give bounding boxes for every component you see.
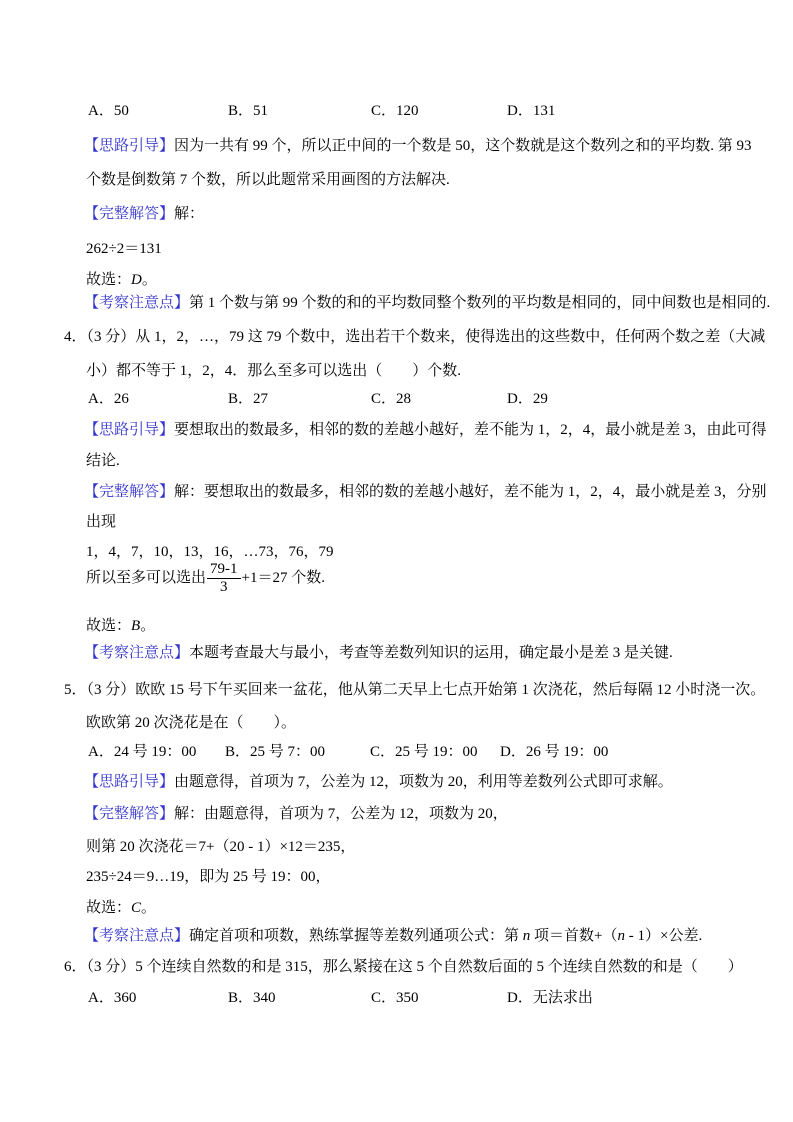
question-5-options-row	[0, 743, 793, 765]
answer-letter: B	[131, 618, 141, 634]
note-text: - 1）×公差.	[625, 928, 703, 944]
answer-suffix: 。	[141, 900, 157, 916]
question-4-line-2	[86, 362, 461, 382]
solution-text: 解：要想取出的数最多，相邻的数的差越小越好，差不能为 1，2，4，最小就是差 3，分别	[174, 484, 767, 500]
note-variable: n	[522, 928, 531, 944]
question-text: 欧欧 15 号下午买回来一盆花，他从第二天早上七点开始第 1 次浇花，然后每隔 12 小时浇一次。	[135, 682, 766, 698]
question-5-guide-line	[84, 773, 673, 793]
note-label: 【考察注意点】	[84, 295, 190, 311]
question-5-line-2	[86, 714, 296, 734]
option-d: D．无法求出	[507, 990, 593, 1006]
guide-text: 由题意得，首项为 7，公差为 12，项数为 20，利用等差数列公式即可求解。	[174, 774, 673, 790]
question-3-options-row	[0, 102, 793, 124]
guide-text: 要想取出的数最多，相邻的数的差越小越好，差不能为 1，2，4，最小就是差 3，由此可得	[174, 422, 767, 438]
question-6-line-1	[64, 958, 743, 978]
calc-text: 则第 20 次浇花＝7+（20 - 1）×12＝235，	[86, 839, 356, 855]
option-a: A．360	[88, 990, 137, 1006]
question-4-sequence-line	[86, 543, 334, 563]
note-text: 项＝首数+（	[530, 928, 618, 944]
guide-label: 【思路引导】	[84, 422, 175, 438]
question-5-calc-line-2	[86, 868, 330, 888]
answer-prefix: 故选：	[86, 900, 132, 916]
question-6-options-row	[0, 989, 793, 1011]
question-4-note-line	[84, 644, 673, 664]
option-d: D．26 号 19：00	[500, 744, 609, 760]
question-5-calc-line-1	[86, 838, 355, 858]
calc-text: 262÷2＝131	[86, 241, 162, 257]
question-3-note-line	[84, 294, 770, 314]
note-text: 第 1 个数与第 99 个数的和的平均数同整个数列的平均数是相同的，同中间数也是相同的.	[189, 295, 771, 311]
note-variable: n	[617, 928, 625, 944]
option-d: D．29	[507, 391, 548, 407]
option-b: B．51	[228, 103, 269, 119]
question-4-solution-line-2	[86, 513, 116, 533]
answer-letter: C	[131, 900, 142, 916]
solution-intro: 解：	[174, 206, 205, 222]
answer-prefix: 故选：	[86, 272, 132, 288]
question-4-line-1	[64, 328, 765, 348]
option-b: B．27	[228, 391, 269, 407]
fraction-prefix: 所以至多可以选出	[86, 570, 207, 586]
note-text: 本题考查最大与最小，考查等差数列知识的运用，确定最小是差 3 是关键.	[189, 645, 673, 661]
question-3-solution-line	[84, 205, 204, 225]
solution-text: 出现	[86, 514, 117, 530]
note-text: 确定首项和项数，熟练掌握等差数列通项公式：第	[189, 928, 523, 944]
option-a: A．24 号 19：00	[88, 744, 197, 760]
question-number: 5．	[64, 682, 87, 698]
solution-label: 【完整解答】	[84, 484, 175, 500]
fraction-numerator: 79-1	[207, 561, 241, 579]
option-d: D．131	[507, 103, 556, 119]
option-b: B．25 号 7：00	[225, 744, 326, 760]
question-text: 小）都不等于 1，2，4．那么至多可以选出（ ）个数.	[86, 363, 462, 379]
question-3-answer-line	[86, 271, 157, 291]
question-4-solution-line-1	[84, 483, 767, 503]
calc-text: 235÷24＝9…19，即为 25 号 19：00，	[86, 869, 331, 885]
question-3-guide-line-2	[86, 171, 450, 191]
option-c: C．350	[371, 990, 419, 1006]
option-b: B．340	[228, 990, 276, 1006]
fraction	[207, 561, 241, 597]
question-5-answer-line	[86, 899, 156, 919]
guide-text: 个数是倒数第 7 个数，所以此题常采用画图的方法解决.	[86, 172, 450, 188]
sequence-text: 1，4，7，10，13，16，…73，76，79	[86, 544, 334, 560]
solution-text: 解：由题意得，首项为 7，公差为 12，项数为 20，	[174, 806, 508, 822]
option-c: C．25 号 19：00	[370, 744, 478, 760]
option-a: A．50	[88, 103, 129, 119]
question-4-guide-line-1	[84, 421, 767, 441]
answer-letter: D	[131, 272, 142, 288]
question-text: 5 个连续自然数的和是 315，那么紧接在这 5 个自然数后面的 5 个连续自然数的和是（ ）	[135, 959, 743, 975]
answer-suffix: 。	[141, 272, 157, 288]
question-score: （3 分）	[86, 682, 136, 698]
option-a: A．26	[88, 391, 129, 407]
question-4-answer-line	[86, 617, 155, 637]
question-4-guide-line-2	[86, 452, 120, 472]
question-score: （3 分）	[86, 959, 136, 975]
solution-label: 【完整解答】	[84, 206, 175, 222]
question-5-solution-line-1	[84, 805, 508, 825]
question-5-note-line	[84, 927, 702, 947]
question-4-options-row	[0, 390, 793, 412]
question-text: 欧欧第 20 次浇花是在（ ）。	[86, 715, 297, 731]
fraction-denominator: 3	[220, 579, 228, 596]
question-3-calc-line	[86, 240, 162, 260]
guide-label: 【思路引导】	[84, 138, 175, 154]
note-label: 【考察注意点】	[84, 928, 190, 944]
question-number: 4．	[64, 329, 87, 345]
answer-suffix: 。	[140, 618, 156, 634]
guide-text: 因为一共有 99 个，所以正中间的一个数是 50，这个数就是这个数列之和的平均数. 第 93	[174, 138, 752, 154]
question-number: 6．	[64, 959, 87, 975]
option-c: C．120	[371, 103, 419, 119]
question-text: 从 1，2，…，79 这 79 个数中，选出若干个数来，使得选出的这些数中，任何两个数之差（大减	[135, 329, 766, 345]
note-label: 【考察注意点】	[84, 645, 190, 661]
question-score: （3 分）	[86, 329, 136, 345]
fraction-suffix: +1＝27 个数.	[241, 570, 325, 586]
option-c: C．28	[371, 391, 412, 407]
question-4-fraction-line	[86, 561, 325, 597]
solution-label: 【完整解答】	[84, 806, 175, 822]
answer-prefix: 故选：	[86, 618, 132, 634]
guide-text: 结论.	[86, 453, 120, 469]
question-3-guide-line-1	[84, 137, 752, 157]
question-5-line-1	[64, 681, 765, 701]
guide-label: 【思路引导】	[84, 774, 175, 790]
